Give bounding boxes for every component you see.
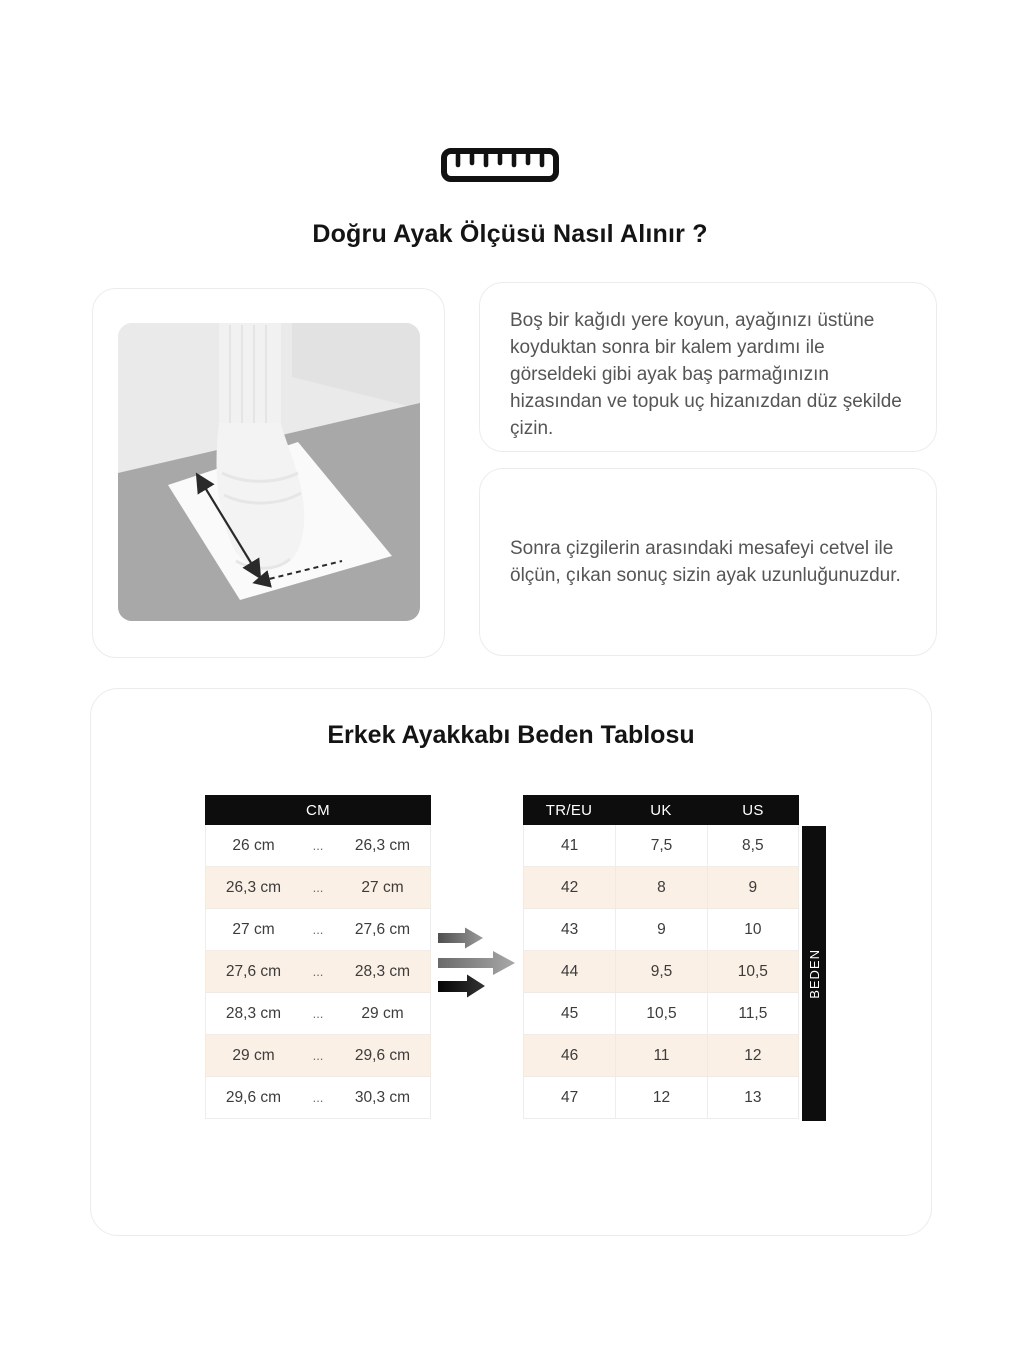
size-treu: 43 (561, 920, 579, 938)
table-row (523, 1077, 799, 1119)
size-treu: 45 (561, 1004, 579, 1022)
beden-label-text: BEDEN (806, 948, 822, 999)
range-dots: ... (312, 838, 324, 853)
size-us: 10 (707, 909, 798, 950)
table-row (205, 1077, 431, 1119)
instruction-card-1 (479, 282, 937, 452)
cm-from: 27 cm (232, 920, 275, 938)
table-row (205, 825, 431, 867)
size-uk: 9 (615, 909, 706, 950)
range-dots: ... (312, 964, 324, 979)
transfer-arrows-glyph (438, 921, 518, 1003)
size-uk: 7,5 (615, 825, 706, 866)
table-row (205, 909, 431, 951)
cm-table-header (205, 795, 431, 825)
size-us: 13 (707, 1077, 798, 1118)
range-dots: ... (312, 1048, 324, 1063)
table-row (523, 867, 799, 909)
col-header-treu: TR/EU (545, 801, 593, 819)
size-uk: 8 (615, 867, 706, 908)
cm-from: 29 cm (232, 1046, 275, 1064)
ruler-icon-glyph (440, 147, 560, 183)
range-dots: ... (312, 880, 324, 895)
col-header-us: US (742, 801, 764, 819)
table-row (205, 993, 431, 1035)
cm-from: 29,6 cm (225, 1088, 282, 1106)
cm-to: 29 cm (361, 1004, 404, 1022)
measurement-photo-card (92, 288, 445, 658)
size-us: 11,5 (707, 993, 798, 1034)
cm-to: 27,6 cm (354, 920, 411, 938)
cm-table (205, 795, 431, 1119)
instruction-step2-text: Sonra çizgilerin arasındaki mesafeyi cetvel ile ölçün, çıkan sonuç sizin ayak uzunluğunuzdur. (510, 538, 901, 586)
foot-measurement-illustration (118, 323, 420, 621)
size-uk: 9,5 (615, 951, 706, 992)
size-us: 9 (707, 867, 798, 908)
cm-to: 27 cm (361, 878, 404, 896)
size-us: 10,5 (707, 951, 798, 992)
cm-from: 27,6 cm (225, 962, 282, 980)
table-row (205, 951, 431, 993)
size-treu: 47 (561, 1088, 579, 1106)
cm-to: 28,3 cm (354, 962, 411, 980)
table-row (523, 951, 799, 993)
table-row (523, 825, 799, 867)
beden-side-label (802, 826, 826, 1121)
size-uk: 11 (615, 1035, 706, 1076)
cm-to: 26,3 cm (354, 836, 411, 854)
cm-from: 26,3 cm (225, 878, 282, 896)
table-row (523, 993, 799, 1035)
transfer-arrows-icon (438, 921, 518, 1003)
cm-from: 28,3 cm (225, 1004, 282, 1022)
foot-measurement-photo (118, 323, 420, 621)
table-row (205, 867, 431, 909)
page-title: Doğru Ayak Ölçüsü Nasıl Alınır ? (312, 220, 708, 248)
range-dots: ... (312, 1006, 324, 1021)
cm-to: 29,6 cm (354, 1046, 411, 1064)
size-uk: 12 (615, 1077, 706, 1118)
cm-header-label: CM (306, 801, 330, 819)
size-us: 8,5 (707, 825, 798, 866)
size-chart-card (90, 688, 932, 1236)
instruction-step1-text: Boş bir kağıdı yere koyun, ayağınızı üstüne koyduktan sonra bir kalem yardımı ile görseldeki gibi ayak baş parmağınızın hizasından ve topuk uç hizanızdan düz şekilde çizin. (510, 310, 902, 439)
size-table-header (523, 795, 799, 825)
size-table (523, 795, 799, 1119)
size-treu: 46 (561, 1046, 579, 1064)
size-treu: 44 (561, 962, 579, 980)
cm-from: 26 cm (232, 836, 275, 854)
size-us: 12 (707, 1035, 798, 1076)
table-row (523, 1035, 799, 1077)
range-dots: ... (312, 922, 324, 937)
col-header-uk: UK (650, 801, 672, 819)
size-treu: 41 (561, 836, 579, 854)
instruction-card-2 (479, 468, 937, 656)
size-chart-title: Erkek Ayakkabı Beden Tablosu (327, 721, 695, 749)
cm-to: 30,3 cm (354, 1088, 411, 1106)
range-dots: ... (312, 1090, 324, 1105)
ruler-icon (440, 147, 560, 183)
size-treu: 42 (561, 878, 579, 896)
table-row (523, 909, 799, 951)
table-row (205, 1035, 431, 1077)
size-uk: 10,5 (615, 993, 706, 1034)
